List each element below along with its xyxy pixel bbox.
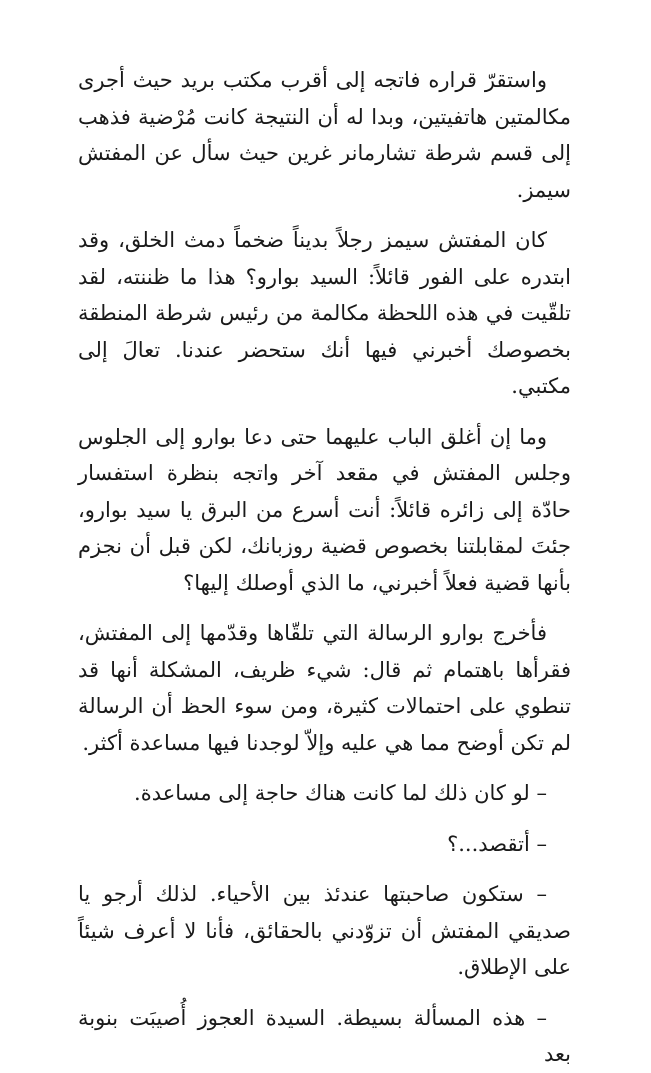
dialogue-line-help: – لو كان ذلك لما كانت هناك حاجة إلى مساعدة. bbox=[134, 781, 547, 805]
paragraph-post-office: واستقرّ قراره فاتجه إلى أقرب مكتب بريد حيث أجرى مكالمتين هاتفيتين، وبدا له أن النتيجة كانت مُرْضية فذهب إلى قسم شرطة تشارمانر غرين حيث سأل عن المفتش سيمز. bbox=[78, 68, 571, 202]
dialogue-line-question: – أتقصد...؟ bbox=[447, 831, 547, 856]
dialogue-line-simple: – هذه المسألة بسيطة. السيدة العجوز أُصيبَت بنوبة بعد bbox=[78, 1005, 571, 1066]
paragraph-letter: فأخرج بوارو الرسالة التي تلقّاها وقدّمها إلى المفتش، فقرأها باهتمام ثم قال: شيء ظريف، المشكلة أنها قد تنطوي على احتمالات كثيرة، ومن سوء الحظ أن الرسالة لم تكن أوضح مما هي عليه وإلاّ لوجدنا فيها مساعدة أكثر. bbox=[78, 621, 571, 755]
paragraph-inspector-sims: كان المفتش سيمز رجلاً بديناً ضخماً دمث الخلق، وقد ابتدره على الفور قائلاً: السيد بوارو؟ هذا ما ظننته، لقد تلقّيت في هذه اللحظة مكالمة من رئيس شرطة المنطقة بخصوصك أخبرني فيها أنك ستحضر عندنا. تعالَ إلى مكتبي. bbox=[78, 228, 571, 398]
dialogue-line-facts: – ستكون صاحبتها عندئذ بين الأحياء. لذلك أرجو يا صديقي المفتش أن تزوّدني بالحقائق، فأنا لا أعرف شيئاً على الإطلاق. bbox=[78, 882, 571, 979]
paragraph-office-meeting: وما إن أغلق الباب عليهما حتى دعا بوارو إلى الجلوس وجلس المفتش في مقعد آخر واتجه بنظرة استفسار حادّة إلى زائره قائلاً: أنت أسرع من البرق يا سيد بوارو، جئتَ لمقابلتنا بخصوص قضية روزبانك، لكن قبل أن نجزم بأنها قضية فعلاً أخبرني، ما الذي أوصلك إليها؟ bbox=[78, 424, 571, 595]
